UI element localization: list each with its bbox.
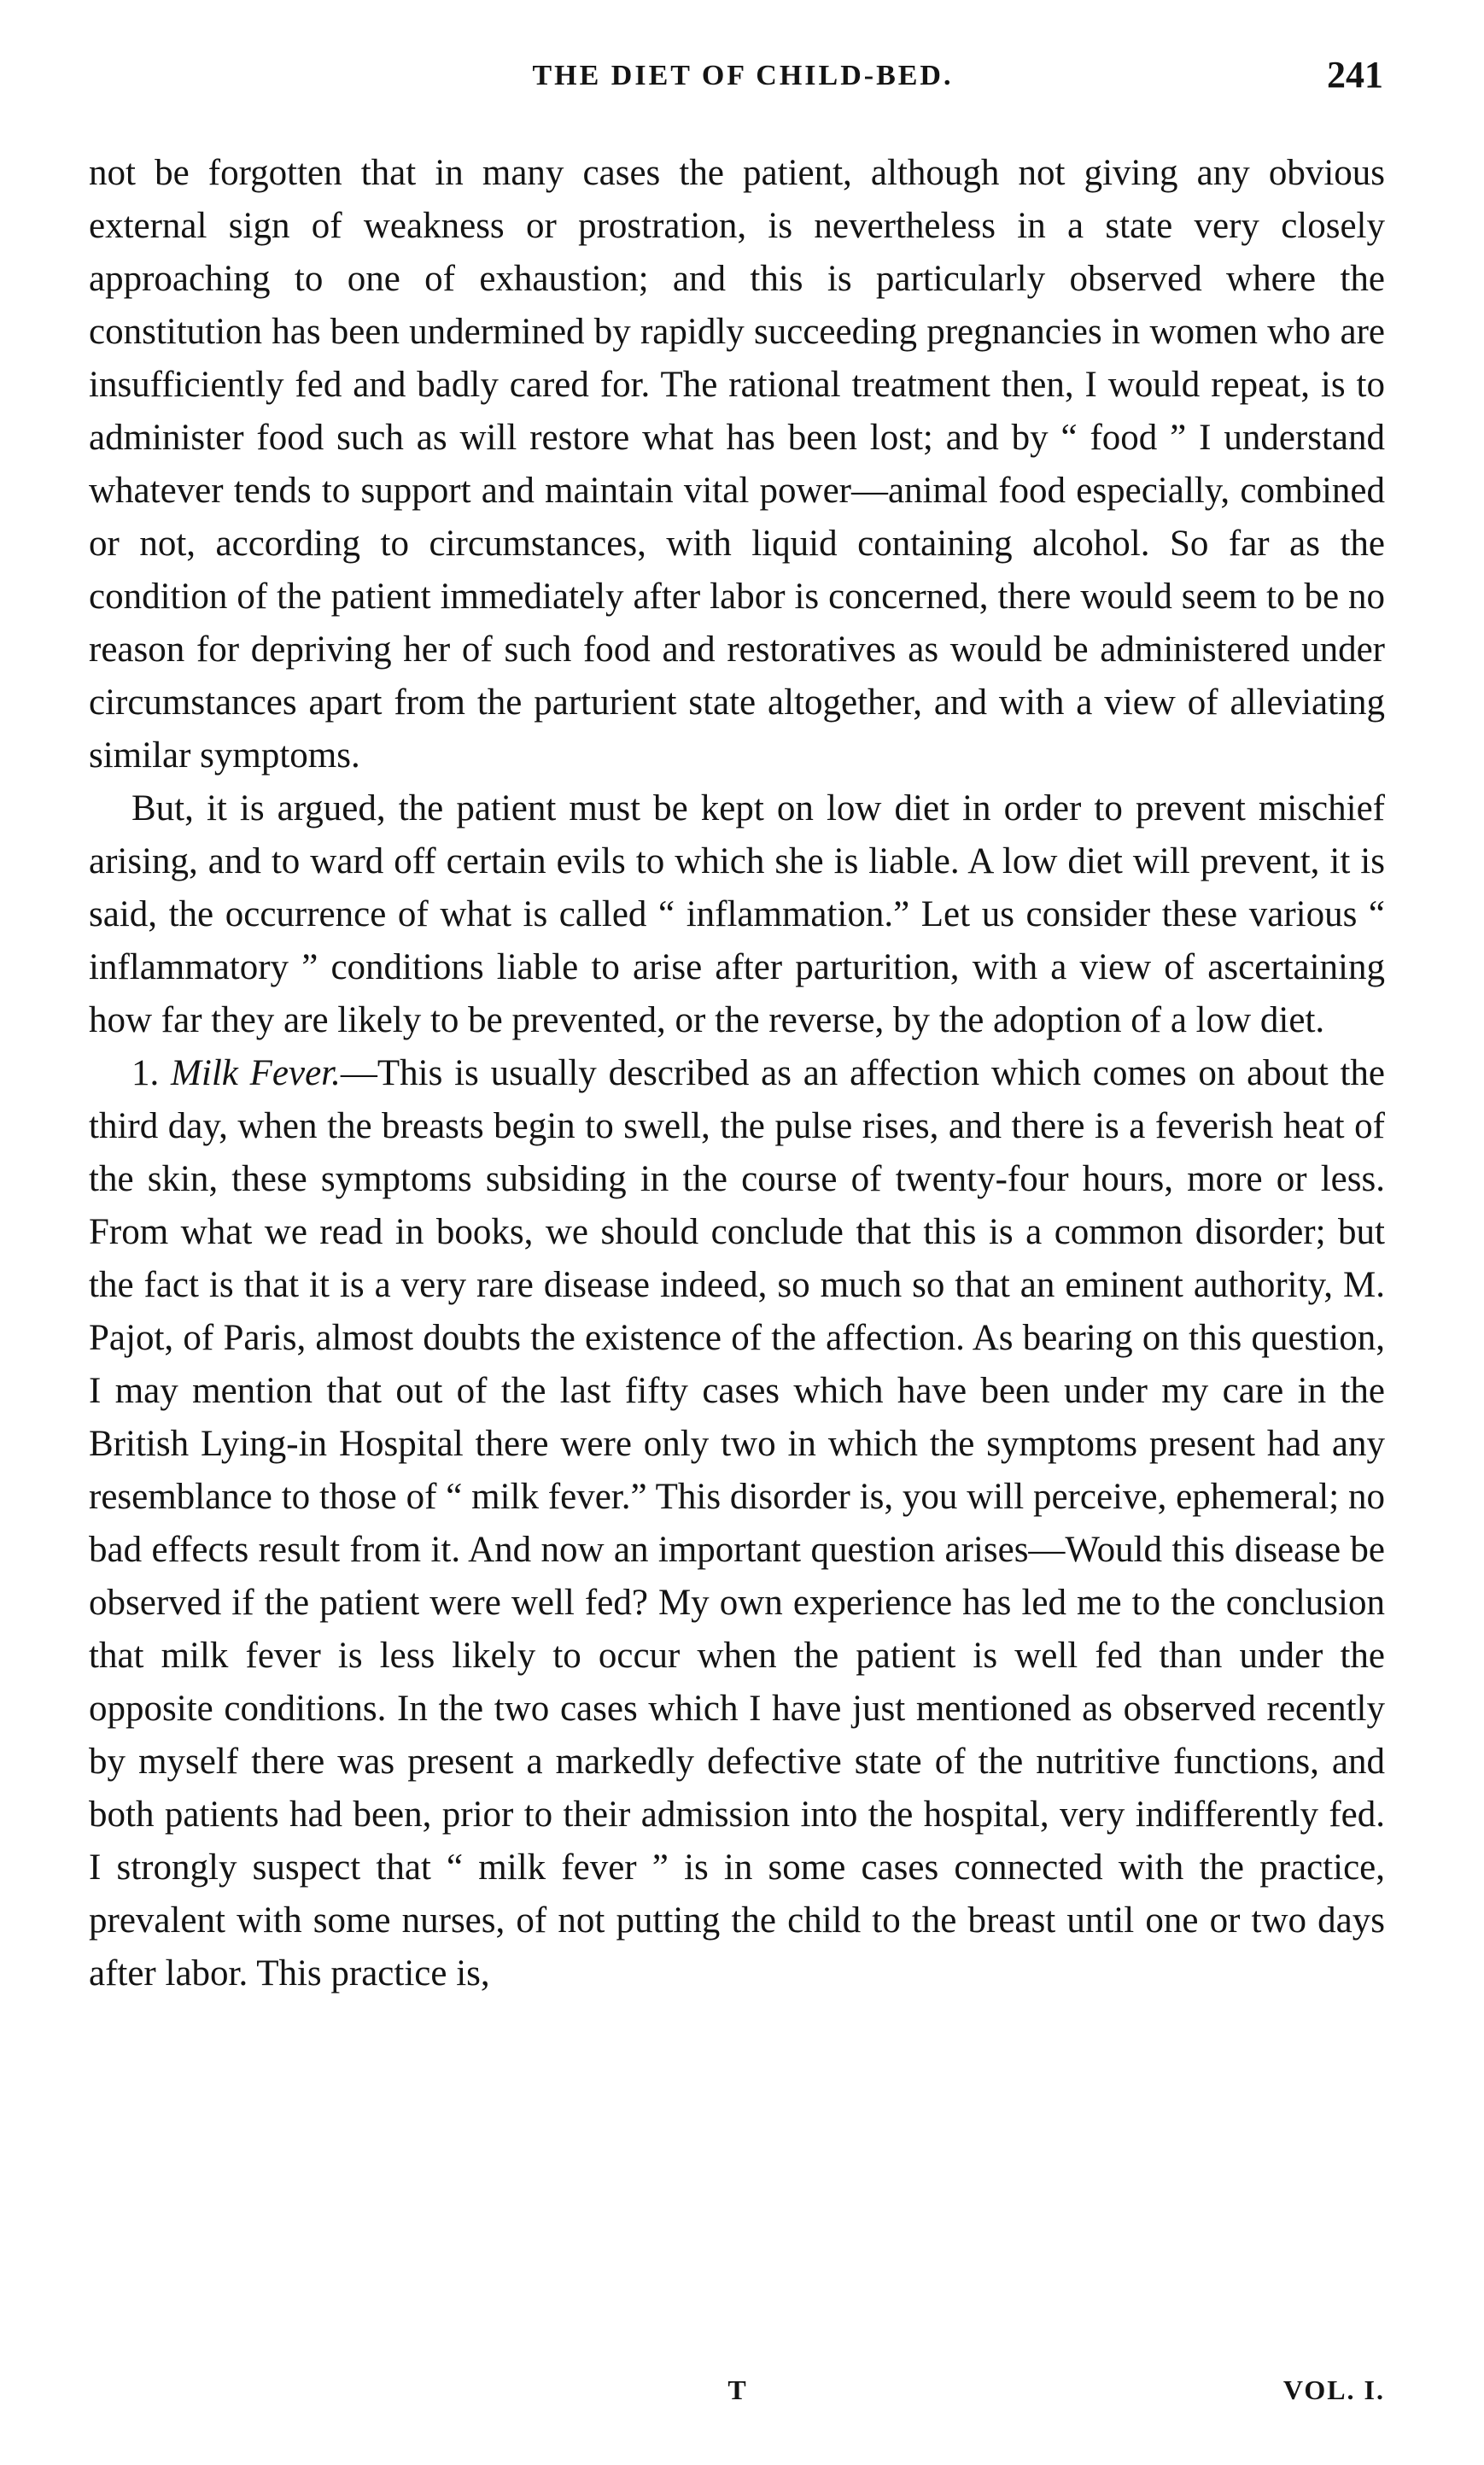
signature-mark: T [727, 2374, 746, 2405]
section-lead-in: Milk Fever. [171, 1053, 341, 1093]
page-number: 241 [1327, 54, 1383, 96]
paragraph-continued: not be forgotten that in many cases the patient, although not giving any obvious external sign of weakness or prostration, is nevertheless in a state very closely approaching to one of exhaustion; and this is particularly observed where the constitution has been undermined by rapidly succeeding pregnancies in women who are insufficiently fed and badly cared for. The rational treatment then, I would repeat, is to administer food such as will restore what has been lost; and by “ food ” I understand whatever tends to support and maintain vital power—animal food especially, combined or not, according to circumstances, with liquid containing alcohol. So far as the condition of the patient immediately after labor is concerned, there would seem to be no reason for depriving her of such food and restoratives as would be administered under circumstances apart from the parturient state altogether, and with a view of alleviating similar symptoms. [89, 153, 1385, 776]
paragraph-low-diet: But, it is argued, the patient must be kept on low diet in order to prevent mischief arising, and to ward off certain evils to which she is liable. A low diet will prevent, it is said, the occurrence of what is called “ inflammation.” Let us consider these various “ inflammatory ” conditions liable to arise after parturition, with a view of ascertaining how far they are likely to be prevented, or the reverse, by the adoption of a low diet. [89, 788, 1385, 1040]
volume-label: VOL. I. [1282, 2374, 1385, 2405]
section-number: 1. [131, 1053, 160, 1093]
section-text: —This is usually described as an affection which comes on about the third day, when the breasts begin to swell, the pulse rises, and there is a feverish heat of the skin, these symptoms subsiding in the course of twenty-four hours, more or less. From what we read in books, we should conclude that this is a common disorder; but the fact is that it is a very rare disease indeed, so much so that an eminent authority, M. Pajot, of Paris, almost doubts the existence of the affection. As bearing on this question, I may mention that out of the last fifty cases which have been under my care in the British Lying-in Hospital there were only two in which the symptoms present had any resemblance to those of “ milk fever.” This disorder is, you will perceive, ephemeral; no bad effects result from it. And now an important question arises—Would this disease be observed if the patient were well fed? My own experience has led me to the conclusion that milk fever is less likely to occur when the patient is well fed than under the opposite conditions. In the two cases which I have just mentioned as observed recently by myself there was present a markedly defective state of the nutritive functions, and both patients had been, prior to their admission into the hospital, very indifferently fed. I strongly suspect that “ milk fever ” is in some cases connected with the practice, prevalent with some nurses, of not putting the child to the breast until one or two days after labor. This practice is, [89, 1053, 1386, 1994]
running-title: THE DIET OF CHILD-BED. [532, 60, 954, 91]
running-head [94, 53, 1392, 113]
page-footer [89, 2374, 1385, 2426]
paragraph-milk-fever [89, 1047, 1385, 2000]
body-text [89, 147, 1385, 2000]
